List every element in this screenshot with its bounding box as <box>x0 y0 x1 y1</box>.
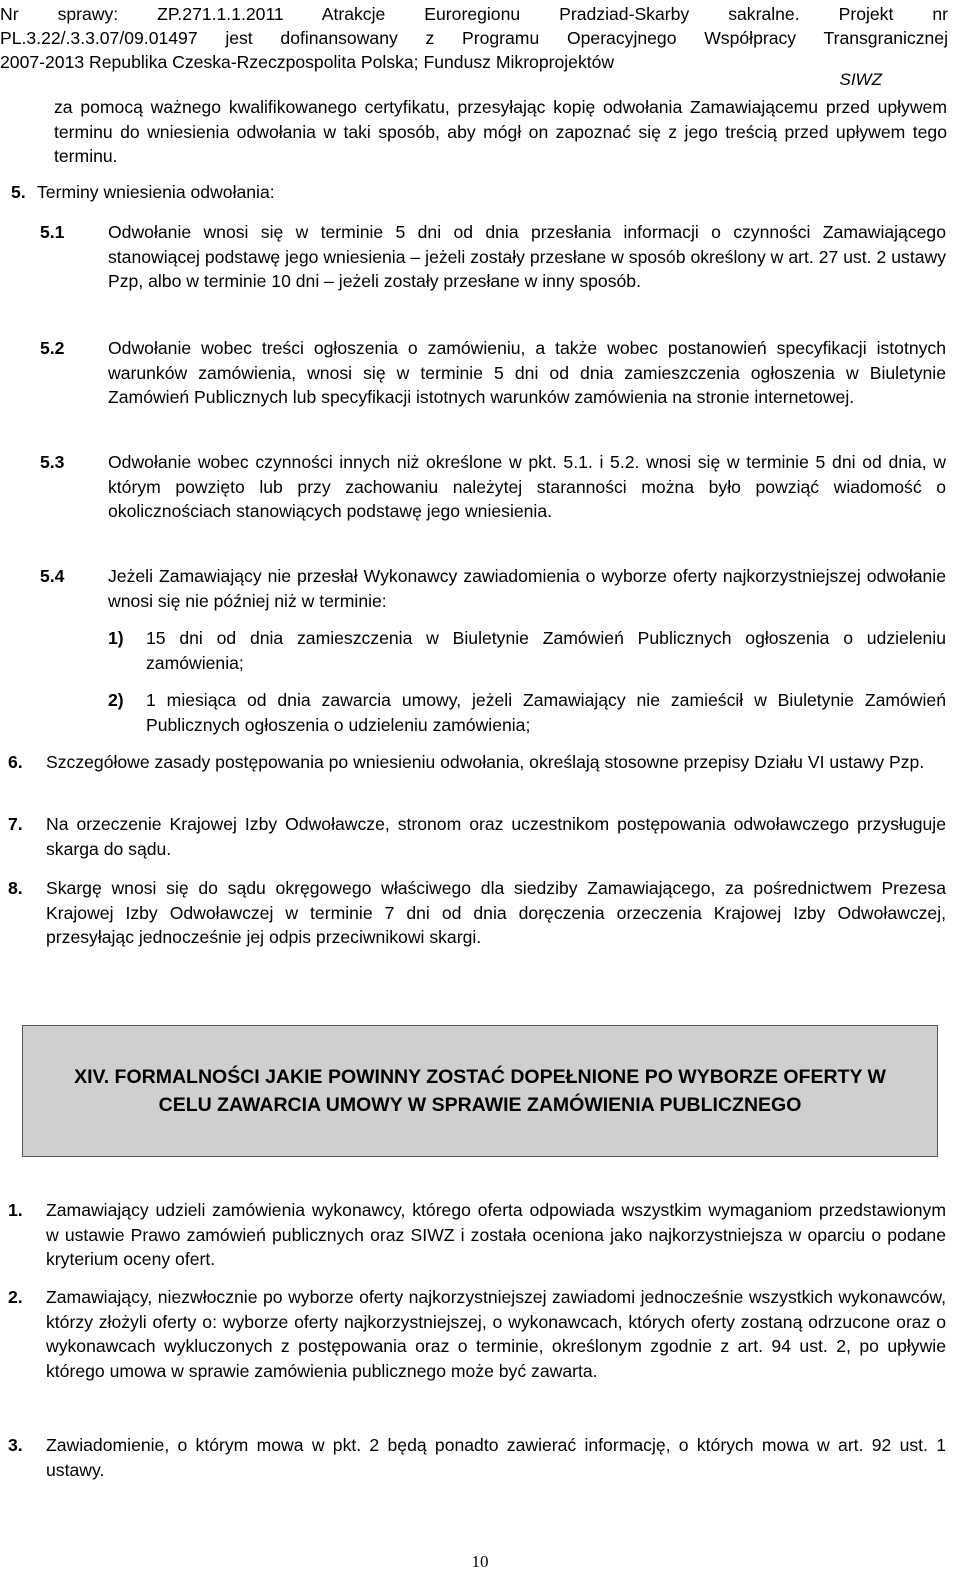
section-5-title: Terminy wniesienia odwołania: <box>37 182 275 202</box>
subitem-2-number: 2) <box>108 690 124 710</box>
chapter-point-2-number: 2. <box>8 1287 23 1307</box>
item-5-3-text: Odwołanie wobec czynności innych niż określone w pkt. 5.1. i 5.2. wnosi się w terminie 5 dni od dnia, w którym powzięto lub przy zachowaniu należytej staranności można było powziąć wiadomość o okolicznościach stanowiących podstawę jego wniesienia. <box>108 452 946 521</box>
chapter-heading-box <box>22 1025 938 1157</box>
page-number: 10 <box>471 1552 489 1571</box>
point-8-number: 8. <box>8 878 23 898</box>
page-header <box>0 2 948 74</box>
subitem-1-number: 1) <box>108 628 124 648</box>
chapter-point-3-number: 3. <box>8 1435 23 1455</box>
chapter-heading: XIV. FORMALNOŚCI JAKIE POWINNY ZOSTAĆ DOPEŁNIONE PO WYBORZE OFERTY W CELU ZAWARCIA UMOWY W SPRAWIE ZAMÓWIENIA PUBLICZNEGO <box>74 1066 886 1116</box>
chapter-point-2-text: Zamawiający, niezwłocznie po wyborze oferty najkorzystniejszej zawiadomi jednocześnie wszystkich wykonawców, którzy złożyli oferty o: wyborze oferty najkorzystniejszej, o wykonawcach, których oferty zostaną odrzucone oraz o wykonawcach wykluczonych z postępowania oraz o terminie, określonym zgodnie z art. 94 ust. 2, po upływie którego umowa w sprawie zamówienia publicznego może być zawarta. <box>46 1287 946 1381</box>
item-5-4-number: 5.4 <box>40 566 65 586</box>
point-6-text: Szczegółowe zasady postępowania po wniesieniu odwołania, określają stosowne przepisy Działu VI ustawy Pzp. <box>46 752 925 772</box>
item-5-1-text: Odwołanie wnosi się w terminie 5 dni od dnia przesłania informacji o czynności Zamawiającego stanowiącej podstawę jego wniesienia – jeżeli zostały przesłane w sposób określony w art. 27 ust. 2 ustawy Pzp, albo w terminie 10 dni – jeżeli zostały przesłane w inny sposób. <box>108 222 946 291</box>
item-5-4-text: Jeżeli Zamawiający nie przesłał Wykonawcy zawiadomienia o wyborze oferty najkorzystniejszej odwołanie wnosi się nie później niż w terminie: <box>108 566 946 611</box>
point-7-number: 7. <box>8 814 23 834</box>
item-5-2-number: 5.2 <box>40 338 65 358</box>
section-5-number: 5. <box>11 182 26 202</box>
item-5-2-text: Odwołanie wobec treści ogłoszenia o zamówieniu, a także wobec postanowień specyfikacji istotnych warunków zamówienia, wnosi się w terminie 5 dni od dnia zamieszczenia ogłoszenia w Biuletynie Zamówień Publicznych lub specyfikacji istotnych warunków zamówienia na stronie internetowej. <box>108 338 946 407</box>
subitem-2-text: 1 miesiąca od dnia zawarcia umowy, jeżeli Zamawiający nie zamieścił w Biuletynie Zamówień Publicznych ogłoszenia o udzieleniu zamówienia; <box>146 690 946 735</box>
point-6-number: 6. <box>8 752 23 772</box>
chapter-point-3-text: Zawiadomienie, o którym mowa w pkt. 2 będą ponadto zawierać informację, o których mowa w art. 92 ust. 1 ustawy. <box>46 1435 946 1480</box>
header-line-3: 2007-2013 Republika Czeska-Rzeczpospolita Polska; Fundusz Mikroprojektów <box>0 52 615 72</box>
point-7-text: Na orzeczenie Krajowej Izby Odwoławcze, stronom oraz uczestnikom postępowania odwoławczego przysługuje skarga do sądu. <box>46 814 946 859</box>
subitem-1-text: 15 dni od dnia zamieszczenia w Biuletynie Zamówień Publicznych ogłoszenia o udzieleniu zamówienia; <box>146 628 946 673</box>
header-line-2: PL.3.22/.3.3.07/09.01497 jest dofinansowany z Programu Operacyjnego Współpracy Transgranicznej <box>0 28 948 48</box>
item-5-3-number: 5.3 <box>40 452 65 472</box>
chapter-point-1-number: 1. <box>8 1200 23 1220</box>
item-5-1-number: 5.1 <box>40 222 65 242</box>
document-label: SIWZ <box>839 70 882 89</box>
chapter-point-1-text: Zamawiający udzieli zamówienia wykonawcy, którego oferta odpowiada wszystkim wymaganiom przedstawionym w ustawie Prawo zamówień publicznych oraz SIWZ i została oceniona jako najkorzystniejsza w oparciu o podane kryterium oceny ofert. <box>46 1200 946 1269</box>
header-line-1: Nr sprawy: ZP.271.1.1.2011 Atrakcje Euroregionu Pradziad-Skarby sakralne. Projekt nr <box>0 4 948 24</box>
point-8-text: Skargę wnosi się do sądu okręgowego właściwego dla siedziby Zamawiającego, za pośrednictwem Prezesa Krajowej Izby Odwoławczej w terminie 7 dni od dnia doręczenia orzeczenia Krajowej Izby Odwoławczej, przesyłając jednocześnie jej odpis przeciwnikowi skargi. <box>46 878 946 947</box>
intro-paragraph: za pomocą ważnego kwalifikowanego certyfikatu, przesyłając kopię odwołania Zamawiającemu przed upływem terminu do wniesienia odwołania w taki sposób, aby mógł on zapoznać się z jego treścią przed upływem tego terminu. <box>54 97 947 166</box>
